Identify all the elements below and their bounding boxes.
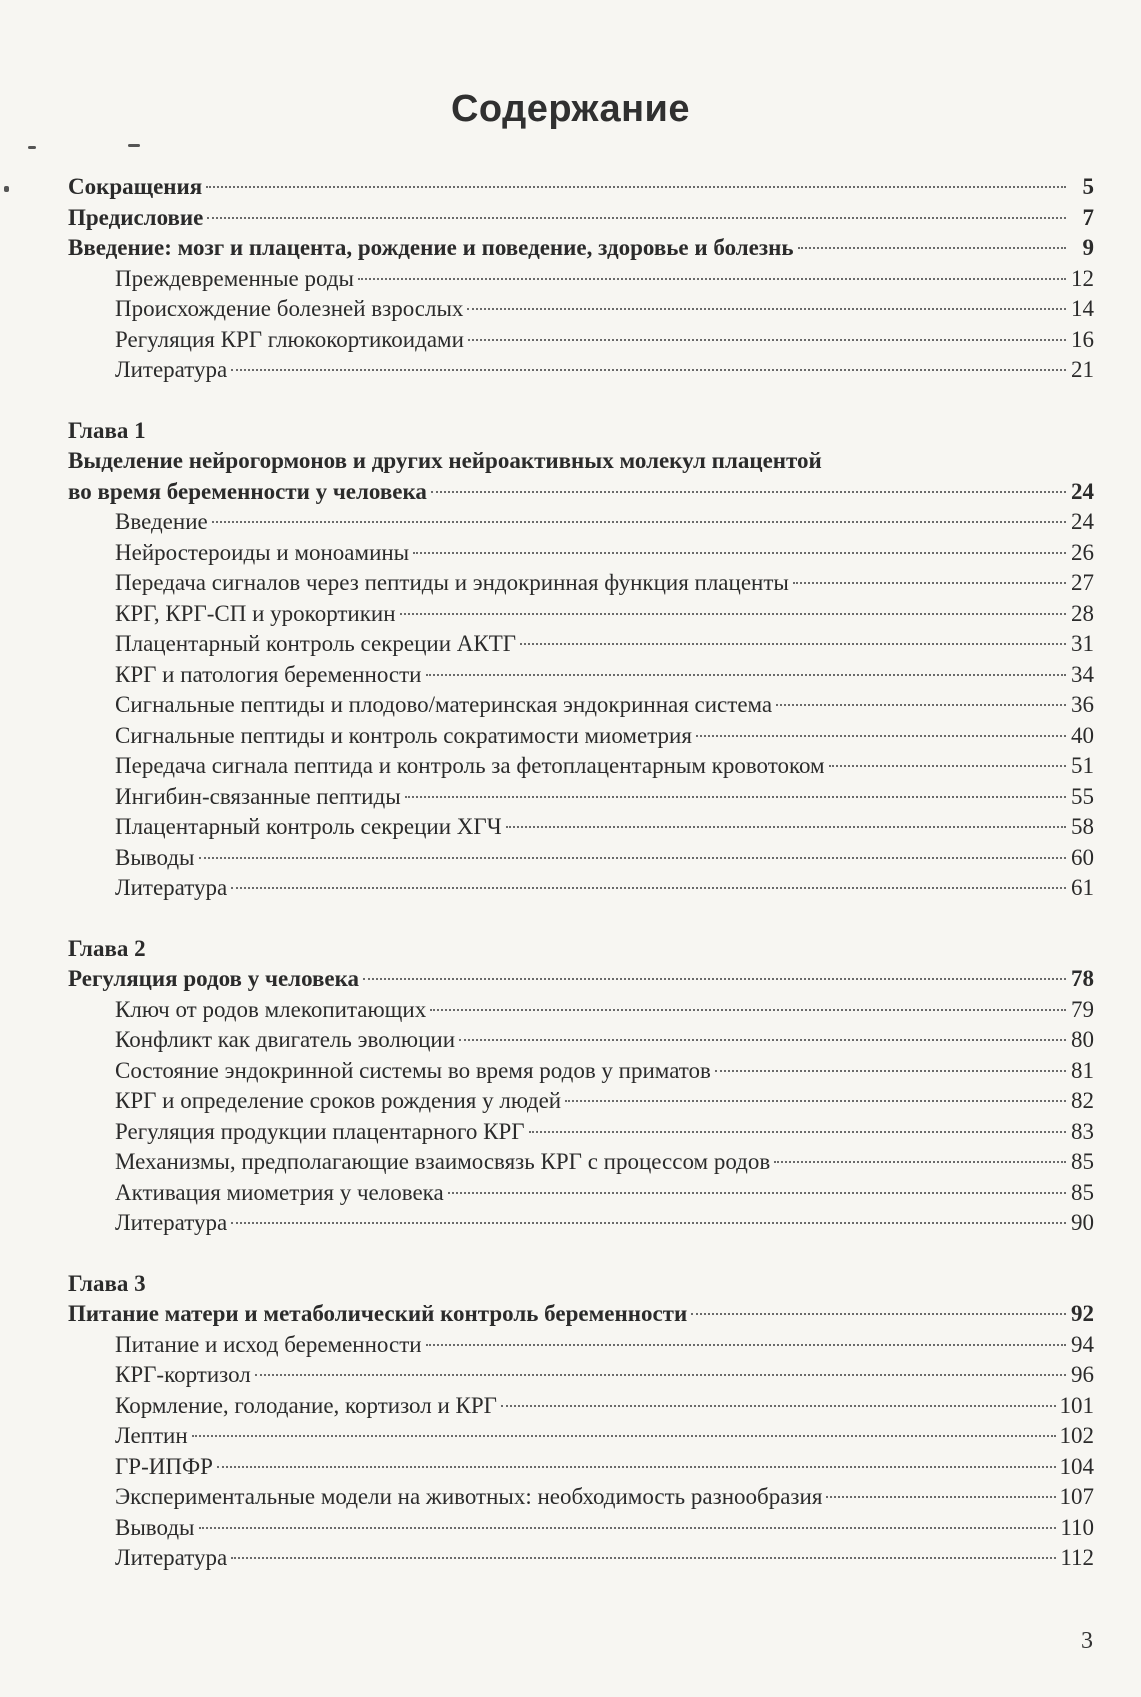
toc-entry-text: Конфликт как двигатель эволюции <box>115 1027 456 1052</box>
toc-entry-page: 85 <box>1071 1149 1094 1174</box>
toc-entry-text: Регуляция КРГ глюкокортикоидами <box>115 326 464 352</box>
toc-entry-text: Выводы <box>115 1514 195 1540</box>
toc-entry-text: Активация миометрия у человека <box>115 1179 444 1205</box>
toc-entry-text: Сигнальные пептиды и контроль сократимости миометрия <box>115 722 692 748</box>
toc-entry-page: 90 <box>1071 1210 1094 1235</box>
toc-entry-page: 60 <box>1071 844 1094 870</box>
chapter-label: Глава 2 <box>68 935 146 961</box>
toc-entry-page: 58 <box>1071 814 1094 839</box>
toc-entry-page: 26 <box>1071 539 1094 565</box>
dot-leader <box>363 978 1066 980</box>
dot-leader <box>206 186 1066 188</box>
toc-entry-text: Плацентарный контроль секреции АКТГ <box>115 631 517 656</box>
toc-subentry[interactable] <box>68 1421 1094 1452</box>
toc-subentry[interactable] <box>68 507 1094 538</box>
dot-leader <box>231 369 1066 371</box>
toc-subentry[interactable] <box>68 1025 1094 1056</box>
toc-subentry[interactable] <box>68 1086 1094 1117</box>
toc-entry-text: Предисловие <box>68 204 204 230</box>
dot-leader <box>774 1161 1066 1163</box>
dot-leader <box>400 613 1066 615</box>
toc-entry-text: Сигнальные пептиды и плодово/материнская эндокринная система <box>115 692 773 717</box>
toc-subentry[interactable] <box>68 1482 1094 1513</box>
toc-subentry[interactable] <box>68 1543 1094 1574</box>
toc-entry-page: 16 <box>1071 326 1094 352</box>
toc-entry-page: 36 <box>1071 692 1094 717</box>
dot-leader <box>255 1374 1066 1376</box>
dot-leader <box>430 1009 1066 1011</box>
table-of-contents <box>68 172 1094 1574</box>
toc-subentry[interactable] <box>68 1056 1094 1087</box>
toc-subentry[interactable] <box>68 1452 1094 1483</box>
toc-entry-page: 110 <box>1060 1514 1094 1540</box>
toc-entry-page: 80 <box>1071 1027 1094 1052</box>
toc-entry-page: 51 <box>1071 753 1094 778</box>
dot-leader <box>691 1313 1066 1315</box>
toc-entry-page: 81 <box>1071 1057 1094 1083</box>
toc-entry-page: 82 <box>1071 1088 1094 1113</box>
toc-entry-text: Происхождение болезней взрослых <box>115 296 464 321</box>
dot-leader <box>405 796 1066 798</box>
dot-leader <box>715 1070 1066 1072</box>
toc-subentry[interactable] <box>68 264 1094 295</box>
print-speck <box>128 144 140 147</box>
chapter-label: Глава 3 <box>68 1270 146 1296</box>
print-speck <box>4 186 9 192</box>
dot-leader <box>217 1466 1056 1468</box>
dot-leader <box>431 491 1066 493</box>
toc-entry-text: КРГ и патология беременности <box>115 661 422 687</box>
toc-entry-text: ГР-ИПФР <box>115 1453 213 1479</box>
dot-leader <box>776 704 1066 706</box>
toc-entry-text: Лептин <box>115 1423 188 1448</box>
dot-leader <box>826 1496 1055 1498</box>
toc-entry-page: 104 <box>1059 1453 1094 1479</box>
dot-leader <box>231 1557 1056 1559</box>
dot-leader <box>448 1192 1066 1194</box>
dot-leader <box>231 1222 1066 1224</box>
toc-subentry[interactable] <box>68 782 1094 813</box>
toc-entry-text: Регуляция продукции плацентарного КРГ <box>115 1118 525 1144</box>
toc-entry-page: 55 <box>1071 783 1094 809</box>
toc-entry-preface[interactable] <box>68 203 1094 234</box>
toc-entry-text: Передача сигналов через пептиды и эндокринная функция плаценты <box>115 570 789 595</box>
toc-entry-text: Передача сигнала пептида и контроль за фетоплацентарным кровотоком <box>115 753 825 778</box>
toc-entry-text: Введение: мозг и плацента, рождение и поведение, здоровье и болезнь <box>68 235 794 260</box>
toc-subentry[interactable] <box>68 1360 1094 1391</box>
toc-entry-text: Механизмы, предполагающие взаимосвязь КРГ с процессом родов <box>115 1149 771 1174</box>
toc-entry-page: 27 <box>1071 570 1094 595</box>
toc-entry-text: Сокращения <box>68 174 203 199</box>
toc-subentry[interactable] <box>68 1208 1094 1239</box>
print-speck <box>28 146 36 149</box>
toc-subentry[interactable] <box>68 873 1094 904</box>
toc-entry-text: Кормление, голодание, кортизол и КРГ <box>115 1392 497 1418</box>
toc-subentry[interactable] <box>68 599 1094 630</box>
toc-entry-text: Литература <box>115 1210 228 1235</box>
toc-entry-page: 102 <box>1059 1423 1094 1448</box>
toc-entry-text: КРГ, КРГ-СП и урокортикин <box>115 600 396 626</box>
dot-leader <box>231 887 1066 889</box>
toc-entry-page: 85 <box>1071 1179 1094 1205</box>
toc-entry-page: 61 <box>1071 875 1094 900</box>
toc-subentry[interactable] <box>68 1178 1094 1209</box>
dot-leader <box>467 308 1066 310</box>
toc-entry-page: 28 <box>1071 600 1094 626</box>
toc-subentry[interactable] <box>68 1117 1094 1148</box>
page-title: Содержание <box>450 88 691 130</box>
dot-leader <box>501 1405 1056 1407</box>
toc-entry-page: 107 <box>1059 1484 1094 1509</box>
toc-entry-text: Нейростероиды и моноамины <box>115 539 410 565</box>
toc-subentry[interactable] <box>68 1513 1094 1544</box>
toc-entry-page: 5 <box>1082 174 1094 199</box>
toc-entry-page: 21 <box>1071 357 1094 382</box>
toc-entry-text: Введение <box>115 509 208 534</box>
dot-leader <box>529 1131 1066 1133</box>
toc-entry-text: Выводы <box>115 844 195 870</box>
toc-entry-text: Литература <box>115 875 228 900</box>
toc-subentry[interactable] <box>68 1330 1094 1361</box>
toc-entry-text: Экспериментальные модели на животных: необходимость разнообразия <box>115 1484 823 1509</box>
dot-leader <box>413 552 1066 554</box>
toc-entry-text: Литература <box>115 357 228 382</box>
page-number: 3 <box>1081 1628 1093 1654</box>
toc-entry-text: во время беременности у человека <box>68 478 427 504</box>
dot-leader <box>199 857 1067 859</box>
toc-subentry[interactable] <box>68 843 1094 874</box>
toc-entry-text: Плацентарный контроль секреции ХГЧ <box>115 814 502 839</box>
toc-subentry[interactable] <box>68 660 1094 691</box>
toc-subentry[interactable] <box>68 325 1094 356</box>
toc-entry-text: Ключ от родов млекопитающих <box>115 996 427 1022</box>
dot-leader <box>426 674 1067 676</box>
toc-entry-text: Регуляция родов у человека <box>68 966 360 991</box>
chapter-title-entry[interactable] <box>68 477 1094 508</box>
toc-subentry[interactable] <box>68 538 1094 569</box>
toc-entry-page: 112 <box>1060 1545 1094 1570</box>
toc-entry-page: 24 <box>1071 509 1094 534</box>
dot-leader <box>793 582 1066 584</box>
toc-subentry[interactable] <box>68 629 1094 660</box>
toc-entry-text: Ингибин-связанные пептиды <box>115 783 401 809</box>
dot-leader <box>426 1344 1066 1346</box>
toc-subentry[interactable] <box>68 1147 1094 1178</box>
toc-entry-introduction[interactable] <box>68 233 1094 264</box>
dot-leader <box>520 643 1066 645</box>
toc-entry-page: 24 <box>1071 478 1094 504</box>
toc-subentry[interactable] <box>68 1391 1094 1422</box>
toc-subentry[interactable] <box>68 690 1094 721</box>
toc-subentry[interactable] <box>68 812 1094 843</box>
dot-leader <box>468 339 1066 341</box>
toc-entry-text: Питание матери и метаболический контроль беременности <box>68 1301 688 1326</box>
toc-entry-page: 34 <box>1071 661 1094 687</box>
dot-leader <box>565 1100 1066 1102</box>
toc-entry-page: 92 <box>1071 1301 1094 1326</box>
toc-entry-page: 7 <box>1082 204 1094 230</box>
dot-leader <box>696 735 1066 737</box>
chapter-title-entry[interactable] <box>68 964 1094 995</box>
toc-entry-page: 79 <box>1071 996 1094 1022</box>
chapter-label: Глава 1 <box>68 417 146 443</box>
toc-entry-page: 83 <box>1071 1118 1094 1144</box>
toc-subentry[interactable] <box>68 721 1094 752</box>
toc-entry-page: 31 <box>1071 631 1094 656</box>
dot-leader <box>506 826 1066 828</box>
dot-leader <box>212 521 1066 523</box>
toc-entry-text: Преждевременные роды <box>115 265 354 291</box>
toc-entry-page: 14 <box>1071 296 1094 321</box>
toc-entry-text: Питание и исход беременности <box>115 1331 422 1357</box>
dot-leader <box>829 765 1066 767</box>
toc-subentry[interactable] <box>68 995 1094 1026</box>
dot-leader <box>199 1527 1057 1529</box>
dot-leader <box>798 247 1066 249</box>
toc-entry-text: КРГ-кортизол <box>115 1362 251 1387</box>
toc-entry-page: 78 <box>1071 966 1094 991</box>
toc-entry-page: 12 <box>1071 265 1094 291</box>
dot-leader <box>358 278 1066 280</box>
toc-entry-text: КРГ и определение сроков рождения у людей <box>115 1088 562 1113</box>
toc-entry-page: 96 <box>1071 1362 1094 1387</box>
toc-entry-page: 101 <box>1059 1392 1094 1418</box>
dot-leader <box>207 217 1066 219</box>
toc-entry-text: Состояние эндокринной системы во время родов у приматов <box>115 1057 711 1083</box>
toc-subentry[interactable] <box>68 355 1094 386</box>
toc-subentry[interactable] <box>68 568 1094 599</box>
toc-entry-text: Литература <box>115 1545 228 1570</box>
toc-entry-page: 94 <box>1071 1331 1094 1357</box>
toc-subentry[interactable] <box>68 751 1094 782</box>
toc-entry-abbreviations[interactable] <box>68 172 1094 203</box>
chapter-title-entry[interactable] <box>68 1299 1094 1330</box>
dot-leader <box>192 1435 1056 1437</box>
dot-leader <box>459 1039 1066 1041</box>
chapter-title-line[interactable]: Выделение нейрогормонов и других нейроактивных молекул плацентой <box>68 448 822 473</box>
toc-subentry[interactable] <box>68 294 1094 325</box>
toc-entry-page: 9 <box>1082 235 1094 260</box>
toc-entry-page: 40 <box>1071 722 1094 748</box>
